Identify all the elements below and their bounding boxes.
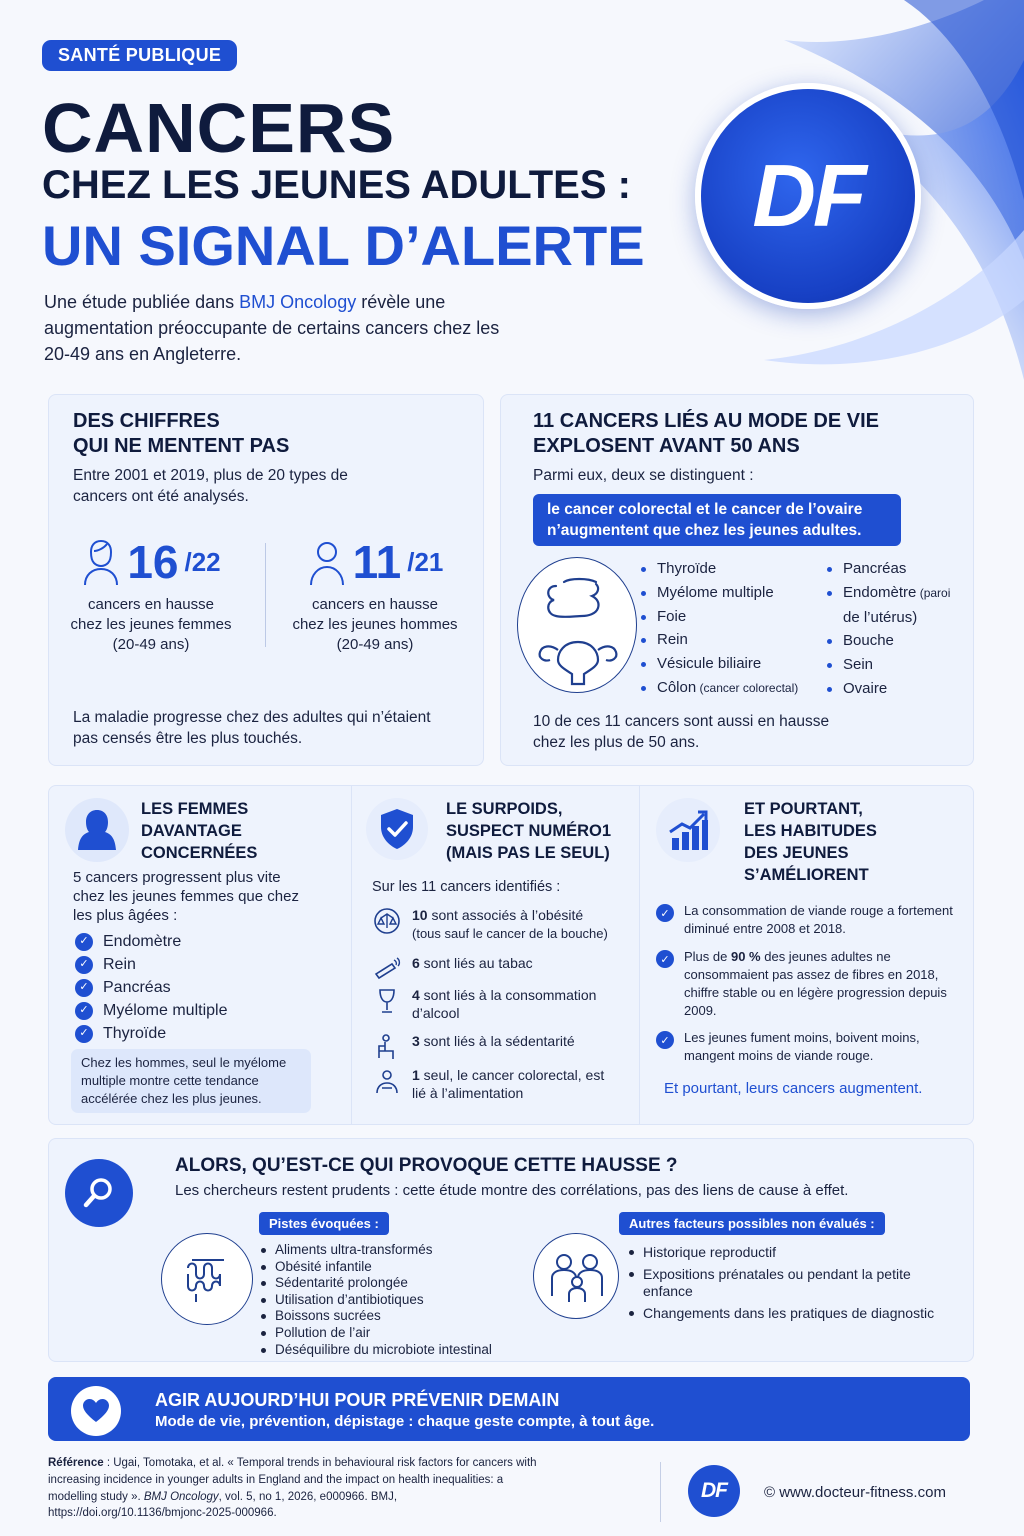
list-item: Pancréas [827, 557, 967, 581]
weight-column [352, 786, 639, 1124]
list-item: Ovaire [827, 677, 967, 701]
list-item: ✓ Rein [75, 953, 227, 976]
shield-check-icon [366, 798, 428, 860]
cancer-list-right [827, 557, 967, 701]
list-item: Déséquilibre du microbiote intestinal [259, 1342, 539, 1359]
causes-card [48, 1138, 974, 1362]
list-item: Obésité infantile [259, 1259, 539, 1276]
woman-outline-icon [81, 537, 121, 587]
bar-chart-up-icon [656, 798, 720, 862]
figures-card [48, 394, 484, 766]
sitting-person-icon [372, 1032, 402, 1062]
website-link[interactable]: © www.docteur-fitness.com [764, 1484, 946, 1501]
weight-column-title: LE SURPOIDS, SUSPECT NUMÉRO1 (MAIS PAS LE SEUL) [446, 800, 612, 862]
list-item: Sédentarité prolongée [259, 1275, 539, 1292]
reference: Référence : Ugai, Tomotaka, et al. « Temporal trends in behavioural risk factors for cancers with increasing incidence in younger adults in England and the impact on health inequalities: a modelling study ». BMJ Oncology, vol. 5, no 1, 2026, e000966. BMJ, https://doi.org/10.1136/bmjonc-2025-000966. [48, 1457, 537, 1520]
banner-title: AGIR AUJOURD’HUI POUR PRÉVENIR DEMAIN [155, 1390, 560, 1410]
men-note: Chez les hommes, seul le myélome multiple montre cette tendance accélérée chez les plus jeunes. [71, 1049, 311, 1113]
df-logo-small: DF [688, 1465, 740, 1517]
habit-item: ✓ Les jeunes fument moins, boivent moins, mangent moins de viande rouge. [656, 1029, 961, 1065]
women-stat: 16 /22 cancers en hausse chez les jeunes femmes (20-49 ans) [70, 536, 232, 653]
list-item: ✓ Endomètre [75, 930, 227, 953]
list-item: ✓ Thyroïde [75, 1022, 227, 1045]
list-item: Bouche [827, 629, 967, 653]
list-item: Historique reproductif [627, 1244, 957, 1262]
heart-icon [71, 1386, 121, 1436]
habits-column-title: ET POURTANT, LES HABITUDES DES JEUNES S’AMÉLIORENT [744, 800, 877, 884]
causes-subtitle: Les chercheurs restent prudents : cette étude montre des corrélations, pas des liens de cause à effet. [175, 1182, 849, 1199]
df-logo: DF [695, 83, 921, 309]
food-person-icon [372, 1066, 402, 1096]
scale-icon [372, 906, 402, 936]
page-title-line2: CHEZ LES JEUNES ADULTES : [42, 163, 631, 207]
three-column-section [48, 785, 974, 1125]
lifestyle-card [500, 394, 974, 766]
women-column-title: LES FEMMES DAVANTAGE CONCERNÉES [141, 800, 258, 862]
intestine-icon [518, 558, 638, 694]
list-item: Aliments ultra-transformés [259, 1242, 539, 1259]
factor-tobacco: 6 sont liés au tabac [372, 954, 533, 984]
list-item: Sein [827, 653, 967, 677]
list-item: Rein [641, 628, 821, 652]
highlight-banner: le cancer colorectal et le cancer de l’ovaire n’augmentent que chez les jeunes adultes. [533, 494, 901, 546]
uterus-icon [540, 642, 617, 684]
cta-banner [48, 1377, 970, 1441]
cancer-list-left [641, 557, 821, 701]
organ-illustration [517, 557, 637, 693]
magnifier-icon [65, 1159, 133, 1227]
factor-alcohol: 4 sont liés à la consommation d’alcool [372, 986, 622, 1022]
cigarette-icon [372, 954, 402, 984]
leads-label: Pistes évoquées : [259, 1212, 389, 1235]
lifestyle-card-title: 11 CANCERS LIÉS AU MODE DE VIE EXPLOSENT AVANT 50 ANS [533, 410, 879, 457]
category-tag: SANTÉ PUBLIQUE [42, 40, 237, 71]
list-item: Côlon (cancer colorectal) [641, 676, 821, 701]
journal-name: BMJ Oncology [239, 292, 357, 312]
other-factors-list [627, 1244, 957, 1326]
gut-icon [161, 1233, 253, 1325]
stat-divider [265, 543, 266, 647]
list-item: ✓ Pancréas [75, 976, 227, 999]
footer-divider [660, 1462, 661, 1522]
list-item: Changements dans les pratiques de diagnostic [627, 1305, 957, 1323]
intro-text: Une étude publiée dans BMJ Oncology révèle une augmentation préoccupante de certains cancers chez les 20-49 ans en Angleterre. [44, 292, 500, 364]
causes-title: ALORS, QU’EST-CE QUI PROVOQUE CETTE HAUSSE ? [175, 1155, 678, 1176]
list-item: Endomètre (paroi de l’utérus) [827, 581, 967, 630]
factor-obesity: 10 sont associés à l’obésité (tous sauf le cancer de la bouche) [372, 906, 608, 943]
list-item: Expositions prénatales ou pendant la petite enfance [627, 1266, 957, 1301]
women-cancer-list [75, 930, 227, 1045]
habit-item: ✓ Plus de 90 % des jeunes adultes ne consommaient pas assez de fibres en 2018, chiffre stable ou en légère progression depuis 2009. [656, 948, 961, 1020]
woman-silhouette-icon [65, 798, 129, 862]
women-column [49, 786, 351, 1124]
lifestyle-card-conclusion: 10 de ces 11 cancers sont aussi en hausse chez les plus de 50 ans. [533, 713, 830, 751]
list-item: Vésicule biliaire [641, 652, 821, 676]
list-item: Boissons sucrées [259, 1308, 539, 1325]
weight-column-intro: Sur les 11 cancers identifiés : [372, 879, 561, 895]
factor-sedentary: 3 sont liés à la sédentarité [372, 1032, 575, 1062]
list-item: Foie [641, 605, 821, 629]
family-icon [533, 1233, 619, 1319]
figures-card-conclusion: La maladie progresse chez des adultes qui n’étaient pas censés être les plus touchés. [73, 709, 431, 747]
list-item: Pollution de l’air [259, 1325, 539, 1342]
list-item: Thyroïde [641, 557, 821, 581]
habits-column [640, 786, 975, 1124]
man-outline-icon [307, 537, 347, 587]
habit-item: ✓ La consommation de viande rouge a fortement diminué entre 2008 et 2018. [656, 902, 961, 938]
other-factors-label: Autres facteurs possibles non évalués : [619, 1212, 885, 1235]
women-column-intro: 5 cancers progressent plus vite chez les jeunes femmes que chez les plus âgées : [73, 869, 299, 924]
habits-conclusion: Et pourtant, leurs cancers augmentent. [664, 1080, 923, 1097]
wine-glass-icon [372, 986, 402, 1016]
factor-diet: 1 seul, le cancer colorectal, est lié à l’alimentation [372, 1066, 622, 1102]
page-title-line3: UN SIGNAL D’ALERTE [42, 214, 645, 277]
figures-card-title: DES CHIFFRES QUI NE MENTENT PAS [73, 410, 290, 457]
leads-list [259, 1242, 539, 1358]
page-title: CANCERS [42, 89, 396, 167]
list-item: ✓ Myélome multiple [75, 999, 227, 1022]
figures-card-intro: Entre 2001 et 2019, plus de 20 types de cancers ont été analysés. [73, 467, 348, 505]
list-item: Utilisation d’antibiotiques [259, 1292, 539, 1309]
banner-subtitle: Mode de vie, prévention, dépistage : chaque geste compte, à tout âge. [155, 1413, 655, 1430]
lifestyle-card-intro: Parmi eux, deux se distinguent : [533, 467, 754, 484]
men-stat: 11 /21 cancers en hausse chez les jeunes hommes (20-49 ans) [292, 536, 458, 653]
list-item: Myélome multiple [641, 581, 821, 605]
